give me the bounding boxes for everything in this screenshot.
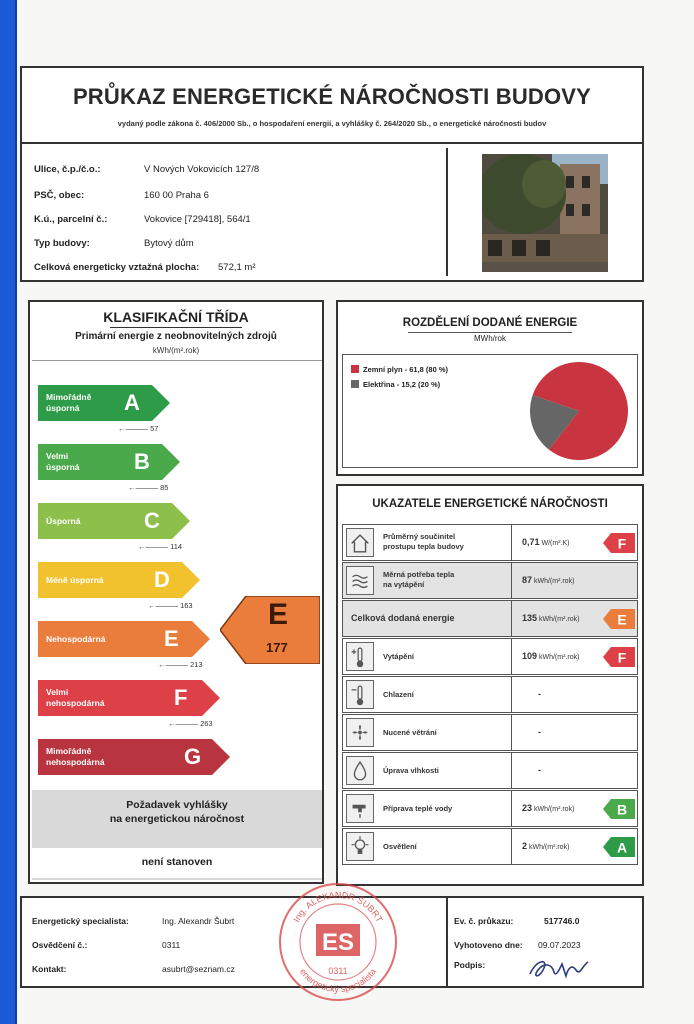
indicator-row xyxy=(342,714,638,751)
psc-value: 160 00 Praha 6 xyxy=(144,190,209,201)
indicator-name: Příprava teplé vody xyxy=(383,804,453,813)
class-arrow-d xyxy=(38,562,200,598)
certificate-number-label: Osvědčení č.: xyxy=(32,940,88,950)
street-value: V Nových Vokovicích 127/8 xyxy=(144,164,260,175)
class-letter: C xyxy=(144,508,160,533)
indicator-row xyxy=(342,790,638,827)
class-letter: A xyxy=(124,390,140,415)
specialist-label: Energetický specialista: xyxy=(32,916,129,926)
requirement-value: není stanoven xyxy=(32,848,322,878)
current-class-value: 177 xyxy=(266,640,288,655)
indicator-class-badge xyxy=(603,533,635,553)
requirement-line1: Požadavek vyhlášky xyxy=(126,799,228,811)
class-arrow-a xyxy=(38,385,170,421)
indicator-value: 87 kWh/(m².rok) xyxy=(522,575,575,585)
building-type-label: Typ budovy: xyxy=(34,238,90,249)
stamp-number: 0311 xyxy=(328,966,348,976)
requirement-box xyxy=(32,790,322,880)
house-icon xyxy=(346,528,374,557)
building-info xyxy=(20,142,644,282)
indicator-name: Osvětlení xyxy=(383,842,417,851)
certificate-number-value: 0311 xyxy=(162,940,181,950)
indicator-class-badge xyxy=(603,647,635,667)
class-limit: ←——— 213 xyxy=(158,660,203,669)
evidence-number-label: Ev. č. průkazu: xyxy=(454,916,514,926)
indicator-class-badge xyxy=(603,799,635,819)
legend-item-electricity xyxy=(351,380,440,389)
heat-icon xyxy=(346,566,374,595)
legend-label-gas: Zemní plyn - 61,8 (80 %) xyxy=(363,365,449,374)
class-label: Velmi nehospodárná xyxy=(46,687,105,708)
indicator-class-letter: B xyxy=(616,801,628,818)
cadastre-value: Vokovice [729418], 564/1 xyxy=(144,214,251,225)
evidence-number-value: 517746.0 xyxy=(544,916,580,926)
certificate-header xyxy=(20,66,644,142)
indicator-class-badge xyxy=(603,609,635,629)
indicator-name: Průměrný součinitel prostupu tepla budovy xyxy=(383,532,464,551)
legend-label-electricity: Elektřina - 15,2 (20 %) xyxy=(363,380,441,389)
class-arrow-e xyxy=(38,621,210,657)
classification-subtitle: Primární energie z neobnovitelných zdrojů xyxy=(75,331,277,342)
indicator-value: 135 kWh/(m².rok) xyxy=(522,613,580,623)
indicator-value: - xyxy=(538,689,541,699)
humidity-icon xyxy=(346,756,374,785)
class-letter: G xyxy=(184,744,202,769)
blue-folder-edge xyxy=(0,0,17,1024)
faucet-icon xyxy=(346,794,374,823)
current-class-letter: E xyxy=(268,598,289,631)
indicator-class-badge xyxy=(603,837,635,857)
legal-subtitle: vydaný podle zákona č. 406/2000 Sb., o hospodaření energií, a vyhlášky č. 264/2020 Sb., o energetické náročnosti budov xyxy=(117,119,547,128)
specialist-value: Ing. Alexandr Šubrt xyxy=(162,916,235,926)
area-value: 572,1 m² xyxy=(218,262,256,273)
class-label: Úsporná xyxy=(46,516,81,526)
indicator-value: 109 kWh/(m².rok) xyxy=(522,651,580,661)
indicator-row xyxy=(342,828,638,865)
footer-divider xyxy=(446,898,448,986)
indicator-name: Měrná potřeba tepla na vytápění xyxy=(383,570,455,589)
distribution-unit: MWh/rok xyxy=(474,334,506,343)
indicator-value-cell xyxy=(511,639,639,674)
indicator-class-letter: F xyxy=(617,649,627,666)
indicator-value-cell xyxy=(511,829,639,864)
building-photo xyxy=(446,148,642,276)
requirement-line2: na energetickou náročnost xyxy=(109,813,245,825)
class-limit: ←——— 114 xyxy=(138,542,183,551)
class-arrow-f xyxy=(38,680,220,716)
indicator-row xyxy=(342,638,638,675)
area-label: Celková energeticky vztažná plocha: xyxy=(34,262,200,273)
distribution-title: ROZDĚLENÍ DODANÉ ENERGIE xyxy=(338,317,642,329)
indicator-row xyxy=(342,752,638,789)
classification-panel xyxy=(28,300,324,884)
contact-value: asubrt@seznam.cz xyxy=(162,964,235,974)
stamp-text-top: Ing. ALEXANDR ŠUBRT xyxy=(291,889,385,924)
street-label: Ulice, č.p./č.o.: xyxy=(34,164,101,175)
legend-swatch-gas xyxy=(351,365,359,373)
contact-label: Kontakt: xyxy=(32,964,67,974)
class-letter: E xyxy=(164,626,179,651)
fan-icon xyxy=(346,718,374,747)
class-limit: ←——— 163 xyxy=(148,601,193,610)
class-label: Nehospodárná xyxy=(46,634,106,644)
stamp-initials: ES xyxy=(321,929,355,956)
indicator-name: Nucené větrání xyxy=(383,728,437,737)
signature-label: Podpis: xyxy=(454,960,486,970)
indicator-value-cell xyxy=(511,563,639,598)
class-letter: F xyxy=(174,685,188,710)
classification-unit: kWh/(m².rok) xyxy=(152,346,200,355)
class-limit: ←——— 57 xyxy=(118,424,159,433)
class-arrow-g xyxy=(38,739,230,775)
indicator-name: Celková dodaná energie xyxy=(351,613,455,623)
indicator-value-cell xyxy=(511,715,639,750)
indicator-value-cell xyxy=(511,677,639,712)
indicator-value-cell xyxy=(511,525,639,560)
indicator-value: 23 kWh/(m².rok) xyxy=(522,803,575,813)
building-photo-image xyxy=(482,154,608,272)
indicators-panel xyxy=(336,484,644,886)
official-stamp xyxy=(276,880,400,1004)
signature xyxy=(522,950,592,984)
thermometer-minus-icon xyxy=(346,680,374,709)
indicator-value-cell xyxy=(511,791,639,826)
psc-label: PSČ, obec: xyxy=(34,190,85,201)
legend-item-gas xyxy=(351,365,448,374)
indicator-name: Chlazení xyxy=(383,690,414,699)
page-title: PRŮKAZ ENERGETICKÉ NÁROČNOSTI BUDOVY xyxy=(72,84,592,109)
indicator-value: - xyxy=(538,765,541,775)
indicator-row xyxy=(342,524,638,561)
class-label: Méně úsporná xyxy=(46,575,104,585)
indicator-row xyxy=(342,676,638,713)
stamp-text-bottom: energetický specialista xyxy=(297,966,379,995)
class-label: Velmi úsporná xyxy=(46,451,80,472)
indicator-row xyxy=(342,562,638,599)
class-letter: D xyxy=(154,567,170,592)
legend-swatch-electricity xyxy=(351,380,359,388)
cadastre-label: K.ú., parcelní č.: xyxy=(34,214,108,225)
building-type-value: Bytový dům xyxy=(144,238,194,249)
class-arrow-c xyxy=(38,503,190,539)
indicator-class-letter: F xyxy=(617,535,627,552)
class-label: Mimořádně úsporná xyxy=(46,392,92,413)
indicator-value-cell xyxy=(511,601,639,636)
class-limit: ←——— 263 xyxy=(168,719,213,728)
current-class-marker xyxy=(220,596,320,664)
indicator-value: - xyxy=(538,727,541,737)
indicator-name: Vytápění xyxy=(383,652,414,661)
indicator-row xyxy=(342,600,638,637)
indicator-class-letter: E xyxy=(617,611,627,628)
energy-scale xyxy=(32,360,322,784)
class-arrow-b xyxy=(38,444,180,480)
classification-title: KLASIFIKAČNÍ TŘÍDA xyxy=(30,309,322,325)
indicator-name: Úprava vlhkosti xyxy=(383,766,439,775)
lightbulb-icon xyxy=(346,832,374,861)
indicator-value: 2 kWh/(m².rok) xyxy=(522,841,570,851)
indicator-class-letter: A xyxy=(616,839,628,856)
class-label: Mimořádně nehospodárná xyxy=(46,746,105,767)
indicators-title: UKAZATELE ENERGETICKÉ NÁROČNOSTI xyxy=(372,498,608,510)
class-limit: ←——— 85 xyxy=(128,483,169,492)
thermometer-plus-icon xyxy=(346,642,374,671)
indicator-value-cell xyxy=(511,753,639,788)
pie-chart xyxy=(529,361,629,461)
date-label: Vyhotoveno dne: xyxy=(454,940,523,950)
date-value: 09.07.2023 xyxy=(538,940,581,950)
energy-distribution-panel xyxy=(336,300,644,476)
distribution-chart xyxy=(342,354,638,468)
class-letter: B xyxy=(134,449,150,474)
indicator-value: 0,71 W/(m².K) xyxy=(522,537,570,547)
